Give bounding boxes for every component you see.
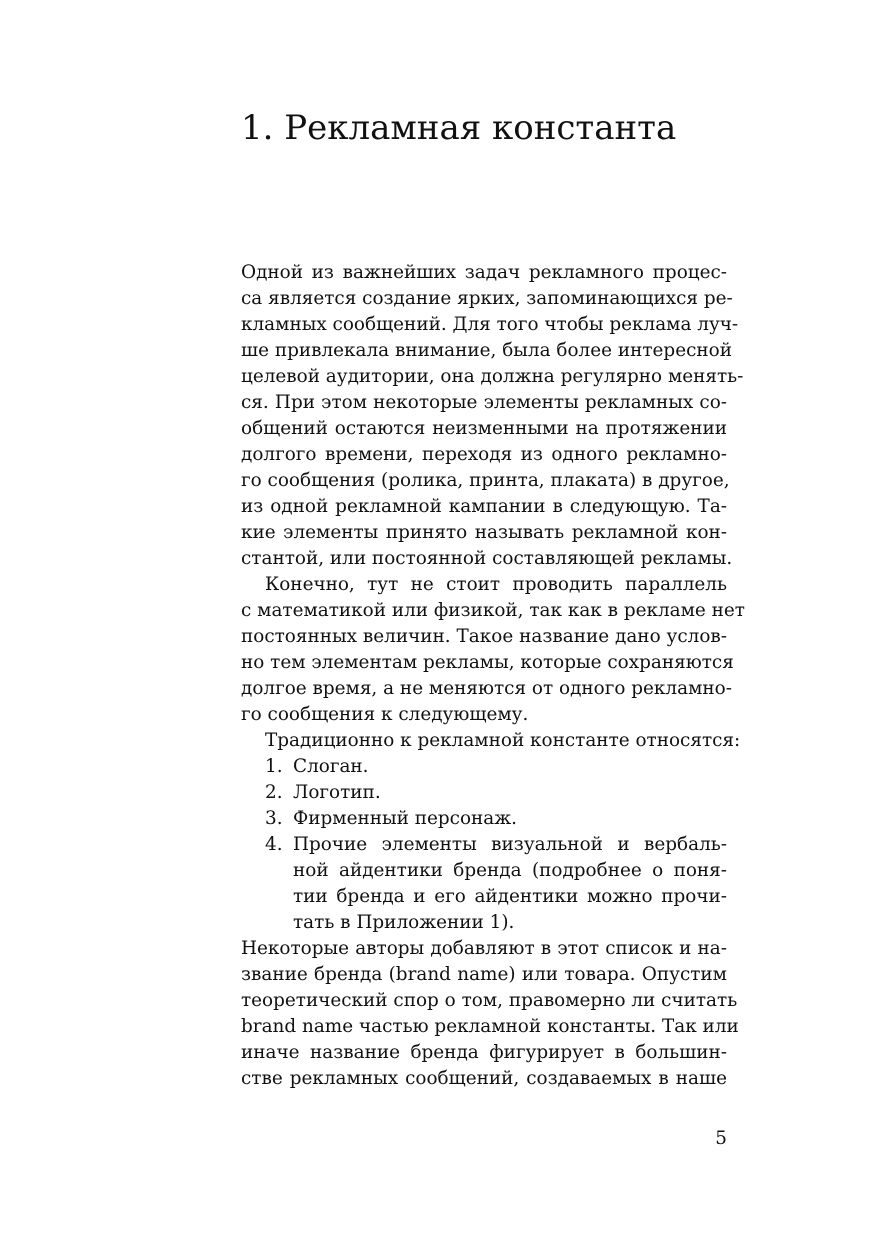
list-item-text: Прочие элементы визуальной и вербаль- bbox=[293, 834, 727, 855]
text-line: общений остаются неизменными на протяжении bbox=[241, 418, 727, 439]
list-item-number: 1. bbox=[265, 756, 283, 777]
text-line: Конечно, тут не стоит проводить параллель bbox=[265, 574, 727, 595]
text-line: постоянных величин. Такое название дано услов- bbox=[241, 626, 727, 647]
paragraph-2 bbox=[241, 572, 745, 728]
list-item-text: Фирменный персонаж. bbox=[293, 808, 518, 829]
list-item-text: тать в Приложении 1). bbox=[293, 912, 515, 933]
body-text bbox=[241, 260, 745, 1092]
text-line: кие элементы принято называть рекламной кон- bbox=[241, 522, 727, 543]
page-number: 5 bbox=[715, 1128, 727, 1149]
text-line: долгое время, а не меняются от одного рекламно- bbox=[241, 678, 732, 699]
text-line: кламных сообщений. Для того чтобы реклама луч- bbox=[241, 314, 739, 335]
list-item bbox=[241, 754, 727, 780]
text-line: ся. При этом некоторые элементы рекламных со- bbox=[241, 392, 727, 413]
text-line: из одной рекламной кампании в следующую. Та- bbox=[241, 496, 727, 517]
list-item-text: Логотип. bbox=[293, 782, 381, 803]
text-line: ше привлекала внимание, была более интересной bbox=[241, 340, 732, 361]
text-line: стантой, или постоянной составляющей рекламы. bbox=[241, 548, 733, 569]
text-line: brand name частью рекламной константы. Так или bbox=[241, 1016, 739, 1037]
paragraph-3 bbox=[241, 936, 739, 1092]
text-line: долгого времени, переходя из одного рекламно- bbox=[241, 444, 727, 465]
text-line: Некоторые авторы добавляют в этот список и на- bbox=[241, 938, 727, 959]
list-item-text: тии бренда и его айдентики можно прочи- bbox=[293, 886, 727, 907]
list-item-number: 2. bbox=[265, 782, 283, 803]
paragraph-1 bbox=[241, 260, 744, 572]
list-item-text: ной айдентики бренда (подробнее о поня- bbox=[293, 860, 727, 881]
text-line: теоретический спор о том, правомерно ли считать bbox=[241, 990, 738, 1011]
list-item bbox=[241, 832, 727, 936]
text-line: са является создание ярких, запоминающихся ре- bbox=[241, 288, 733, 309]
text-line: с математикой или физикой, так как в рекламе нет bbox=[241, 600, 745, 621]
list-item bbox=[241, 806, 727, 832]
text-line: звание бренда (brand name) или товара. Опустим bbox=[241, 964, 727, 985]
list-item-number: 4. bbox=[265, 834, 283, 855]
text-line: го сообщения (ролика, принта, плаката) в другое, bbox=[241, 470, 730, 491]
list-item-text: Слоган. bbox=[293, 756, 369, 777]
chapter-heading: 1. Рекламная константа bbox=[241, 108, 677, 148]
text-line: Одной из важнейших задач рекламного процес- bbox=[241, 262, 727, 283]
text-line: но тем элементам рекламы, которые сохраняются bbox=[241, 652, 734, 673]
text-line: целевой аудитории, она должна регулярно менять- bbox=[241, 366, 744, 387]
list-item-number: 3. bbox=[265, 808, 283, 829]
numbered-list bbox=[241, 754, 727, 936]
text-line: стве рекламных сообщений, создаваемых в наше bbox=[241, 1068, 727, 1089]
text-line: иначе название бренда фигурирует в большин- bbox=[241, 1042, 727, 1063]
list-intro: Традиционно к рекламной константе относятся: bbox=[265, 730, 741, 751]
list-item bbox=[241, 780, 727, 806]
text-line: го сообщения к следующему. bbox=[241, 704, 529, 725]
